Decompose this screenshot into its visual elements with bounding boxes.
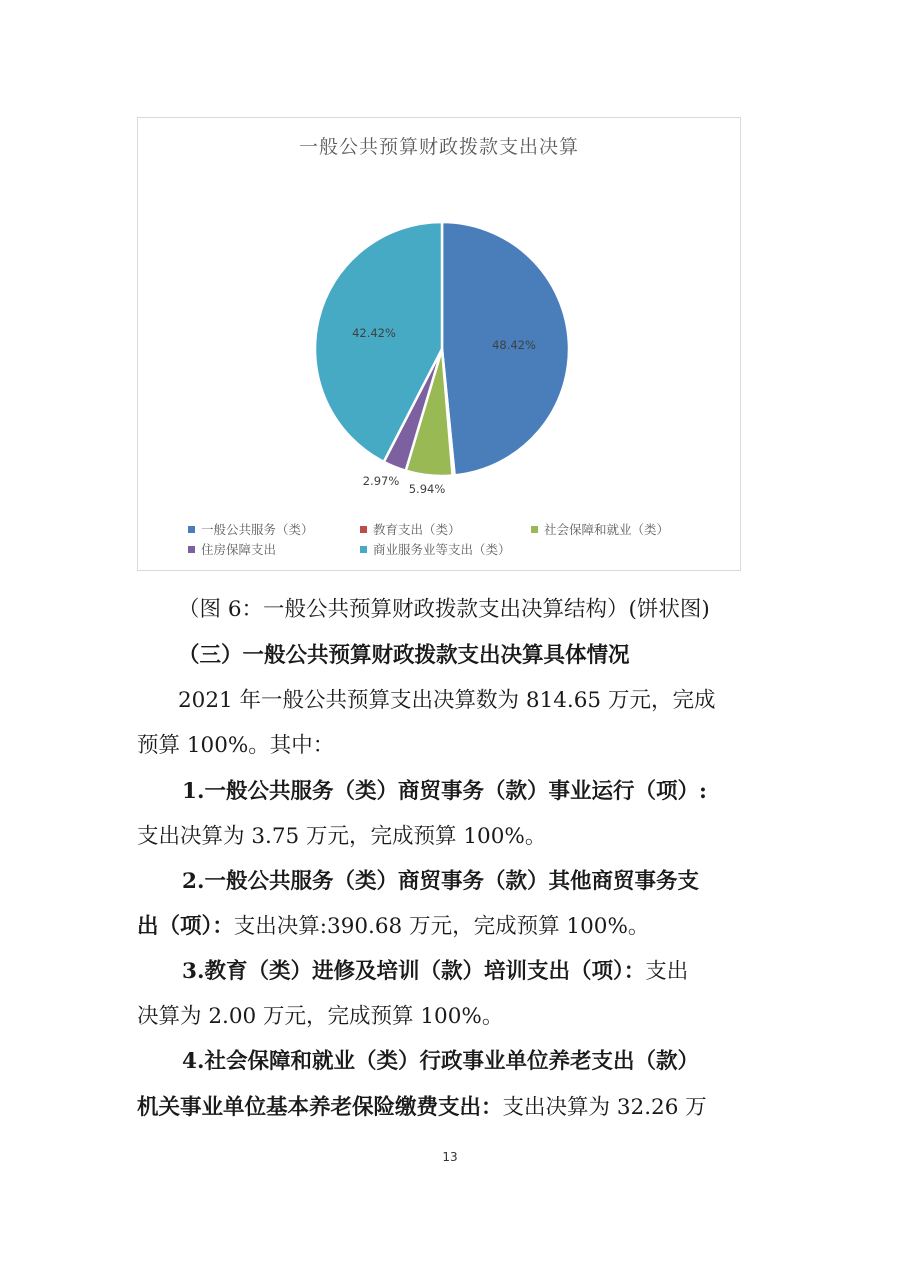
legend-item	[188, 540, 276, 558]
legend-item	[360, 540, 511, 558]
legend-swatch-icon	[188, 546, 195, 553]
legend-label: 商业服务业等支出（类）	[373, 542, 511, 557]
legend-label: 社会保障和就业（类）	[544, 522, 670, 537]
data-label: 2.97%	[362, 474, 400, 488]
item-2-detail-line	[137, 915, 767, 939]
legend-swatch-icon	[531, 526, 538, 533]
chart-title: 一般公共预算财政拨款支出决算	[298, 136, 579, 158]
figure-caption: （图 6：一般公共预算财政拨款支出决算结构）(饼状图)	[178, 597, 710, 622]
legend-item	[531, 520, 669, 538]
legend-item	[188, 520, 314, 538]
section-heading: （三）一般公共预算财政拨款支出决算具体情况	[178, 643, 630, 668]
item-4-heading-tail: 机关事业单位基本养老保险缴费支出：	[137, 1095, 503, 1120]
item-4-detail-line	[137, 1096, 767, 1120]
item-2-heading-tail: 出（项）：	[137, 914, 234, 939]
data-label: 48.42%	[492, 338, 536, 352]
page-number: 13	[442, 1150, 458, 1164]
legend-item	[360, 520, 461, 538]
intro-line-2: 预算 100%。其中：	[137, 733, 335, 758]
pie-plot	[138, 118, 742, 572]
item-3-detail-head: 支出	[645, 959, 689, 984]
data-label: 42.42%	[352, 326, 396, 340]
item-1-detail: 支出决算为 3.75 万元，完成预算 100%。	[137, 824, 547, 849]
legend-label: 教育支出（类）	[373, 522, 461, 537]
legend-swatch-icon	[188, 526, 195, 533]
legend-label: 住房保障支出	[201, 542, 277, 557]
item-3-heading: 3.教育（类）进修及培训（款）培训支出（项）：	[182, 959, 646, 984]
item-3-heading-line	[182, 960, 812, 984]
item-1-heading: 1.一般公共服务（类）商贸事务（款）事业运行（项）:	[182, 779, 707, 804]
legend-swatch-icon	[360, 526, 367, 533]
legend-label: 一般公共服务（类）	[201, 522, 314, 537]
item-4-detail: 支出决算为 32.26 万	[502, 1095, 707, 1120]
item-2-heading: 2.一般公共服务（类）商贸事务（款）其他商贸事务支	[182, 869, 699, 894]
pie-chart	[137, 117, 741, 571]
data-label: 5.94%	[408, 482, 446, 496]
item-3-detail: 决算为 2.00 万元，完成预算 100%。	[137, 1004, 504, 1029]
legend-swatch-icon	[360, 546, 367, 553]
intro-line-1: 2021 年一般公共预算支出决算数为 814.65 万元，完成	[178, 688, 716, 713]
item-4-heading: 4.社会保障和就业（类）行政事业单位养老支出（款）	[182, 1049, 699, 1074]
item-2-detail: 支出决算:390.68 万元，完成预算 100%。	[233, 914, 650, 939]
